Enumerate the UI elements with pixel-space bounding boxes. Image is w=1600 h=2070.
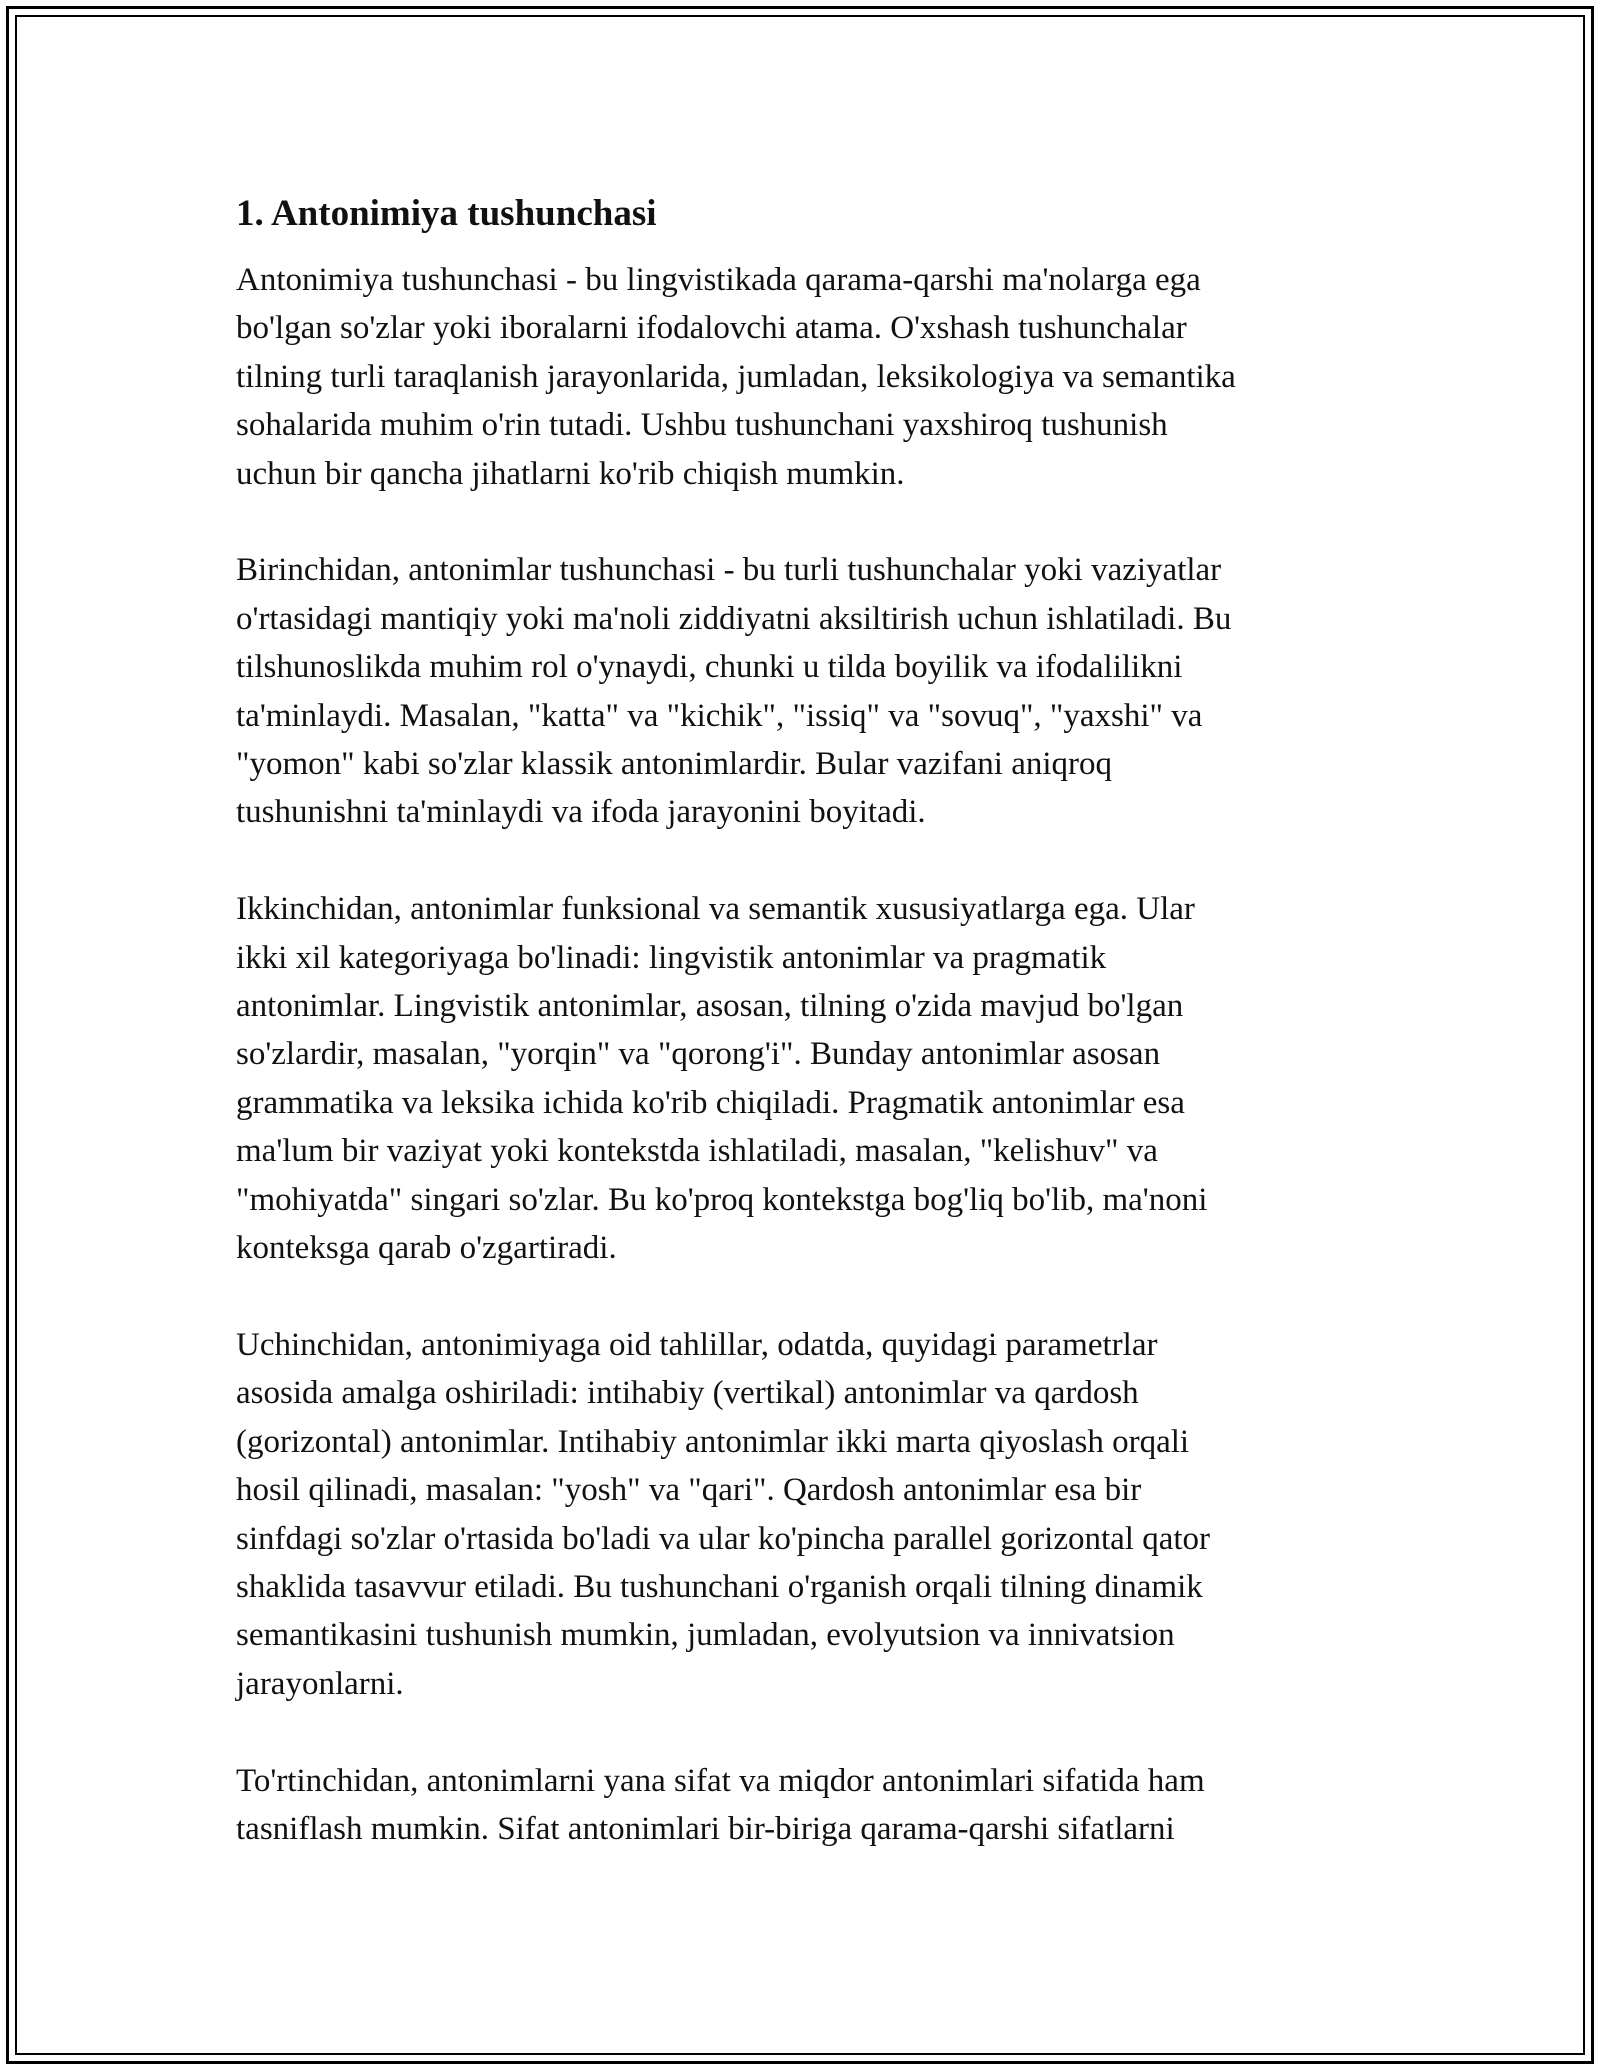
- text-line: Antonimiya tushunchasi - bu lingvistikada qarama-qarshi ma'nolarga ega: [236, 262, 1201, 298]
- text-line: grammatika va leksika ichida ko'rib chiqiladi. Pragmatik antonimlar esa: [236, 1084, 1185, 1121]
- section-heading: 1. Antonimiya tushunchasi: [236, 193, 657, 234]
- text-line: tilshunoslikda muhim rol o'ynaydi, chunki u tilda boyilik va ifodalilikni: [236, 649, 1183, 686]
- text-line: shaklida tasavvur etiladi. Bu tushunchani o'rganish orqali tilning dinamik: [236, 1568, 1203, 1605]
- text-line: jarayonlarni.: [236, 1665, 404, 1702]
- paragraph-intro: [236, 256, 1366, 498]
- text-line: Birinchidan, antonimlar tushunchasi - bu turli tushunchalar yoki vaziyatlar: [236, 552, 1222, 589]
- text-line: antonimlar. Lingvistik antonimlar, asosan, tilning o'zida mavjud bo'lgan: [236, 988, 1184, 1025]
- text-line: ta'minlaydi. Masalan, "katta" va "kichik", "issiq" va "sovuq", "yaxshi" va: [236, 697, 1203, 734]
- text-line: tushunishni ta'minlaydi va ifoda jarayonini boyitadi.: [236, 794, 926, 831]
- text-line: "mohiyatda" singari so'zlar. Bu ko'proq kontekstga bog'liq bo'lib, ma'noni: [236, 1181, 1208, 1218]
- text-line: semantikasini tushunish mumkin, jumladan, evolyutsion va innivatsion: [236, 1617, 1175, 1654]
- text-line: sohalarida muhim o'rin tutadi. Ushbu tushunchani yaxshiroq tushunish: [236, 407, 1168, 444]
- text-line: konteksga qarab o'zgartiradi.: [236, 1230, 617, 1267]
- text-line: (gorizontal) antonimlar. Intihabiy antonimlar ikki marta qiyoslash orqali: [236, 1423, 1190, 1460]
- paragraph-fourth: [236, 1757, 1366, 1854]
- text-line: sinfdagi so'zlar o'rtasida bo'ladi va ular ko'pincha parallel gorizontal qator: [236, 1520, 1211, 1557]
- text-line: ikki xil kategoriyaga bo'linadi: lingvistik antonimlar va pragmatik: [236, 939, 1107, 976]
- document-body: [236, 186, 1366, 1902]
- paragraph-second: [236, 885, 1366, 1272]
- text-line: so'zlardir, masalan, "yorqin" va "qorong'i". Bunday antonimlar asosan: [236, 1036, 1161, 1073]
- text-line: uchun bir qancha jihatlarni ko'rib chiqish mumkin.: [236, 455, 905, 492]
- text-line: asosida amalga oshiriladi: intihabiy (vertikal) antonimlar va qardosh: [236, 1375, 1139, 1412]
- paragraph-third: [236, 1321, 1366, 1708]
- text-line: tasniflash mumkin. Sifat antonimlari bir-biriga qarama-qarshi sifatlarni: [236, 1810, 1175, 1847]
- text-line: hosil qilinadi, masalan: "yosh" va "qari". Qardosh antonimlar esa bir: [236, 1472, 1142, 1509]
- text-line: "yomon" kabi so'zlar klassik antonimlardir. Bular vazifani aniqroq: [236, 746, 1113, 783]
- text-line: Uchinchidan, antonimiyaga oid tahlillar, odatda, quyidagi parametrlar: [236, 1326, 1158, 1363]
- text-line: To'rtinchidan, antonimlarni yana sifat va miqdor antonimlari sifatida ham: [236, 1762, 1205, 1799]
- text-line: bo'lgan so'zlar yoki iboralarni ifodalovchi atama. O'xshash tushunchalar: [236, 310, 1187, 347]
- text-line: ma'lum bir vaziyat yoki kontekstda ishlatiladi, masalan, "kelishuv" va: [236, 1133, 1158, 1170]
- text-line: tilning turli taraqlanish jarayonlarida, jumladan, leksikologiya va semantika: [236, 358, 1236, 395]
- paragraph-first: [236, 546, 1366, 836]
- text-line: Ikkinchidan, antonimlar funksional va semantik xususiyatlarga ega. Ular: [236, 891, 1195, 928]
- text-line: o'rtasidagi mantiqiy yoki ma'noli ziddiyatni aksiltirish uchun ishlatiladi. Bu: [236, 600, 1232, 637]
